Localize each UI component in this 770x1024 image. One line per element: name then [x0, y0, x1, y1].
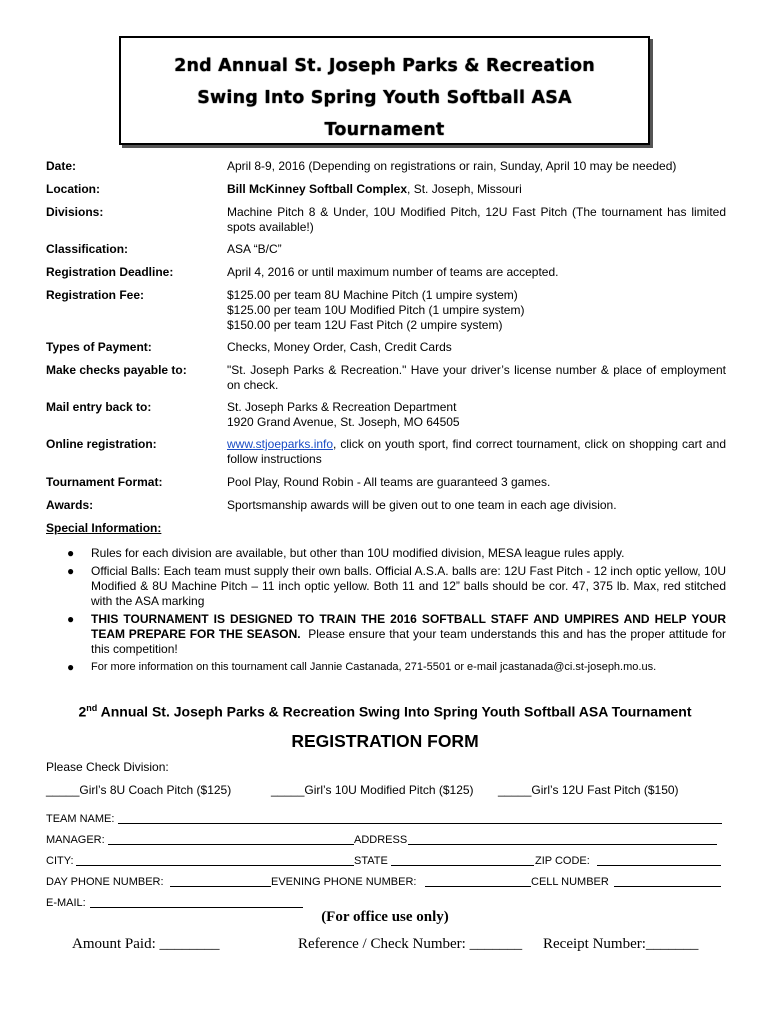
zip-field[interactable] — [597, 855, 721, 866]
divisions-label: Divisions: — [46, 205, 104, 219]
state-label: STATE — [354, 855, 388, 867]
evening-phone-field[interactable] — [425, 876, 531, 887]
classification-value: ASA “B/C” — [227, 242, 282, 256]
cell-label: CELL NUMBER — [531, 876, 609, 888]
format-label: Tournament Format: — [46, 475, 163, 489]
location-venue: Bill McKinney Softball Complex — [227, 182, 408, 196]
checks-label: Make checks payable to: — [46, 363, 187, 377]
division-10u-checkbox[interactable]: _____Girl’s 10U Modified Pitch ($125) — [271, 783, 474, 797]
fee-label: Registration Fee: — [46, 288, 145, 302]
location-city: , St. Joseph, Missouri — [407, 182, 522, 196]
training-notice: THIS TOURNAMENT IS DESIGNED TO TRAIN THE 2016 SOFTBALL STAFF AND UMPIRES AND HELP YOUR TEAM PREPARE FOR THE SEASON. — [91, 612, 726, 641]
awards-value: Sportsmanship awards will be given out to one team in each age division. — [227, 498, 617, 512]
list-item: ● Rules for each division are available, but other than 10U modified division, MESA league rules apply. — [67, 546, 625, 560]
address-label: ADDRESS — [354, 834, 408, 846]
bullet-icon: ● — [67, 612, 75, 626]
office-use-heading: (For office use only) — [321, 909, 449, 925]
state-field[interactable] — [391, 855, 534, 866]
mail-value — [227, 400, 726, 430]
city-label: CITY: — [46, 855, 74, 867]
division-8u-checkbox[interactable]: _____Girl’s 8U Coach Pitch ($125) — [46, 783, 232, 797]
receipt-number-field: Receipt Number:_______ — [543, 936, 699, 952]
manager-label: MANAGER: — [46, 834, 105, 846]
location-label: Location: — [46, 182, 100, 196]
fee-line-10u: $125.00 per team 10U Modified Pitch (1 umpire system) — [227, 303, 525, 317]
day-phone-label: DAY PHONE NUMBER: — [46, 876, 164, 888]
team-name-label: TEAM NAME: — [46, 813, 115, 825]
online-instructions: , click on youth sport, find correct tournament, click on shopping cart and follow instructions — [227, 437, 726, 466]
title-line-2: Swing Into Spring Youth Softball ASA — [197, 88, 572, 108]
title-line-3: Tournament — [324, 120, 445, 140]
deadline-value: April 4, 2016 or until maximum number of teams are accepted. — [227, 265, 559, 279]
manager-field[interactable] — [108, 834, 354, 845]
mail-line-1: St. Joseph Parks & Recreation Department — [227, 400, 457, 414]
payment-label: Types of Payment: — [46, 340, 152, 354]
fee-line-12u: $150.00 per team 12U Fast Pitch (2 umpire system) — [227, 318, 503, 332]
awards-label: Awards: — [46, 498, 94, 512]
email-label: E-MAIL: — [46, 897, 86, 909]
address-field[interactable] — [408, 834, 717, 845]
checks-value: "St. Joseph Parks & Recreation." Have your driver’s license number & place of employment on check. — [227, 363, 726, 392]
special-info-heading: Special Information: — [46, 521, 162, 535]
title-box — [119, 36, 650, 145]
registration-form-title: REGISTRATION FORM — [291, 731, 479, 751]
mail-label: Mail entry back to: — [46, 400, 152, 414]
list-item: ● Official Balls: Each team must supply their own balls. Official A.S.A. balls are: 12U Fast Pitch - 12 inch optic yellow, 10U Modified & 8U Machine Pitch – 11 inch optic yellow. Both 11 and 12” balls should be cor. 47, 375 lb. Max, red stitched with the ASA marking — [67, 564, 726, 608]
payment-value: Checks, Money Order, Cash, Credit Cards — [227, 340, 452, 354]
day-phone-field[interactable] — [170, 876, 271, 887]
list-item: ● For more information on this tournament call Jannie Castanada, 271-5501 or e-mail jcastanada@ci.st-joseph.mo.us. — [67, 660, 657, 674]
location-value — [227, 182, 726, 197]
website-link[interactable]: www.stjoeparks.info — [227, 437, 334, 451]
email-field[interactable] — [90, 897, 303, 908]
bullet-icon: ● — [67, 546, 75, 560]
check-division-label: Please Check Division: — [46, 760, 169, 774]
date-value: April 8-9, 2016 (Depending on registrations or rain, Sunday, April 10 may be needed) — [227, 159, 677, 173]
classification-label: Classification: — [46, 242, 129, 256]
fee-value — [227, 288, 726, 333]
online-label: Online registration: — [46, 437, 157, 451]
bullet-icon: ● — [67, 660, 75, 674]
zip-label: ZIP CODE: — [535, 855, 590, 867]
special-info-list — [62, 546, 726, 678]
mail-line-2: 1920 Grand Avenue, St. Joseph, MO 64505 — [227, 415, 460, 429]
divisions-value: Machine Pitch 8 & Under, 10U Modified Pitch, 12U Fast Pitch (The tournament has limited spots available!) — [227, 205, 726, 234]
format-value: Pool Play, Round Robin - All teams are guaranteed 3 games. — [227, 475, 551, 489]
bullet-icon: ● — [67, 564, 75, 578]
fee-line-8u: $125.00 per team 8U Machine Pitch (1 umpire system) — [227, 288, 518, 302]
division-12u-checkbox[interactable]: _____Girl’s 12U Fast Pitch ($150) — [498, 783, 679, 797]
evening-phone-label: EVENING PHONE NUMBER: — [271, 876, 417, 888]
reference-number-field: Reference / Check Number: _______ — [298, 936, 523, 952]
title-line-1: 2nd Annual St. Joseph Parks & Recreation — [174, 56, 595, 76]
list-item: ● THIS TOURNAMENT IS DESIGNED TO TRAIN THE 2016 SOFTBALL STAFF AND UMPIRES AND HELP YOUR TEAM PREPARE FOR THE SEASON. Please ensure that your team understands this and has the proper attitude for this competition! — [67, 612, 726, 656]
team-name-field[interactable] — [118, 813, 722, 824]
form-heading: 2nd Annual St. Joseph Parks & Recreation Swing Into Spring Youth Softball ASA Tournament — [78, 703, 692, 720]
deadline-label: Registration Deadline: — [46, 265, 174, 279]
city-field[interactable] — [76, 855, 354, 866]
cell-field[interactable] — [614, 876, 721, 887]
date-label: Date: — [46, 159, 77, 173]
amount-paid-field: Amount Paid: ________ — [72, 936, 220, 952]
online-value — [227, 437, 726, 467]
